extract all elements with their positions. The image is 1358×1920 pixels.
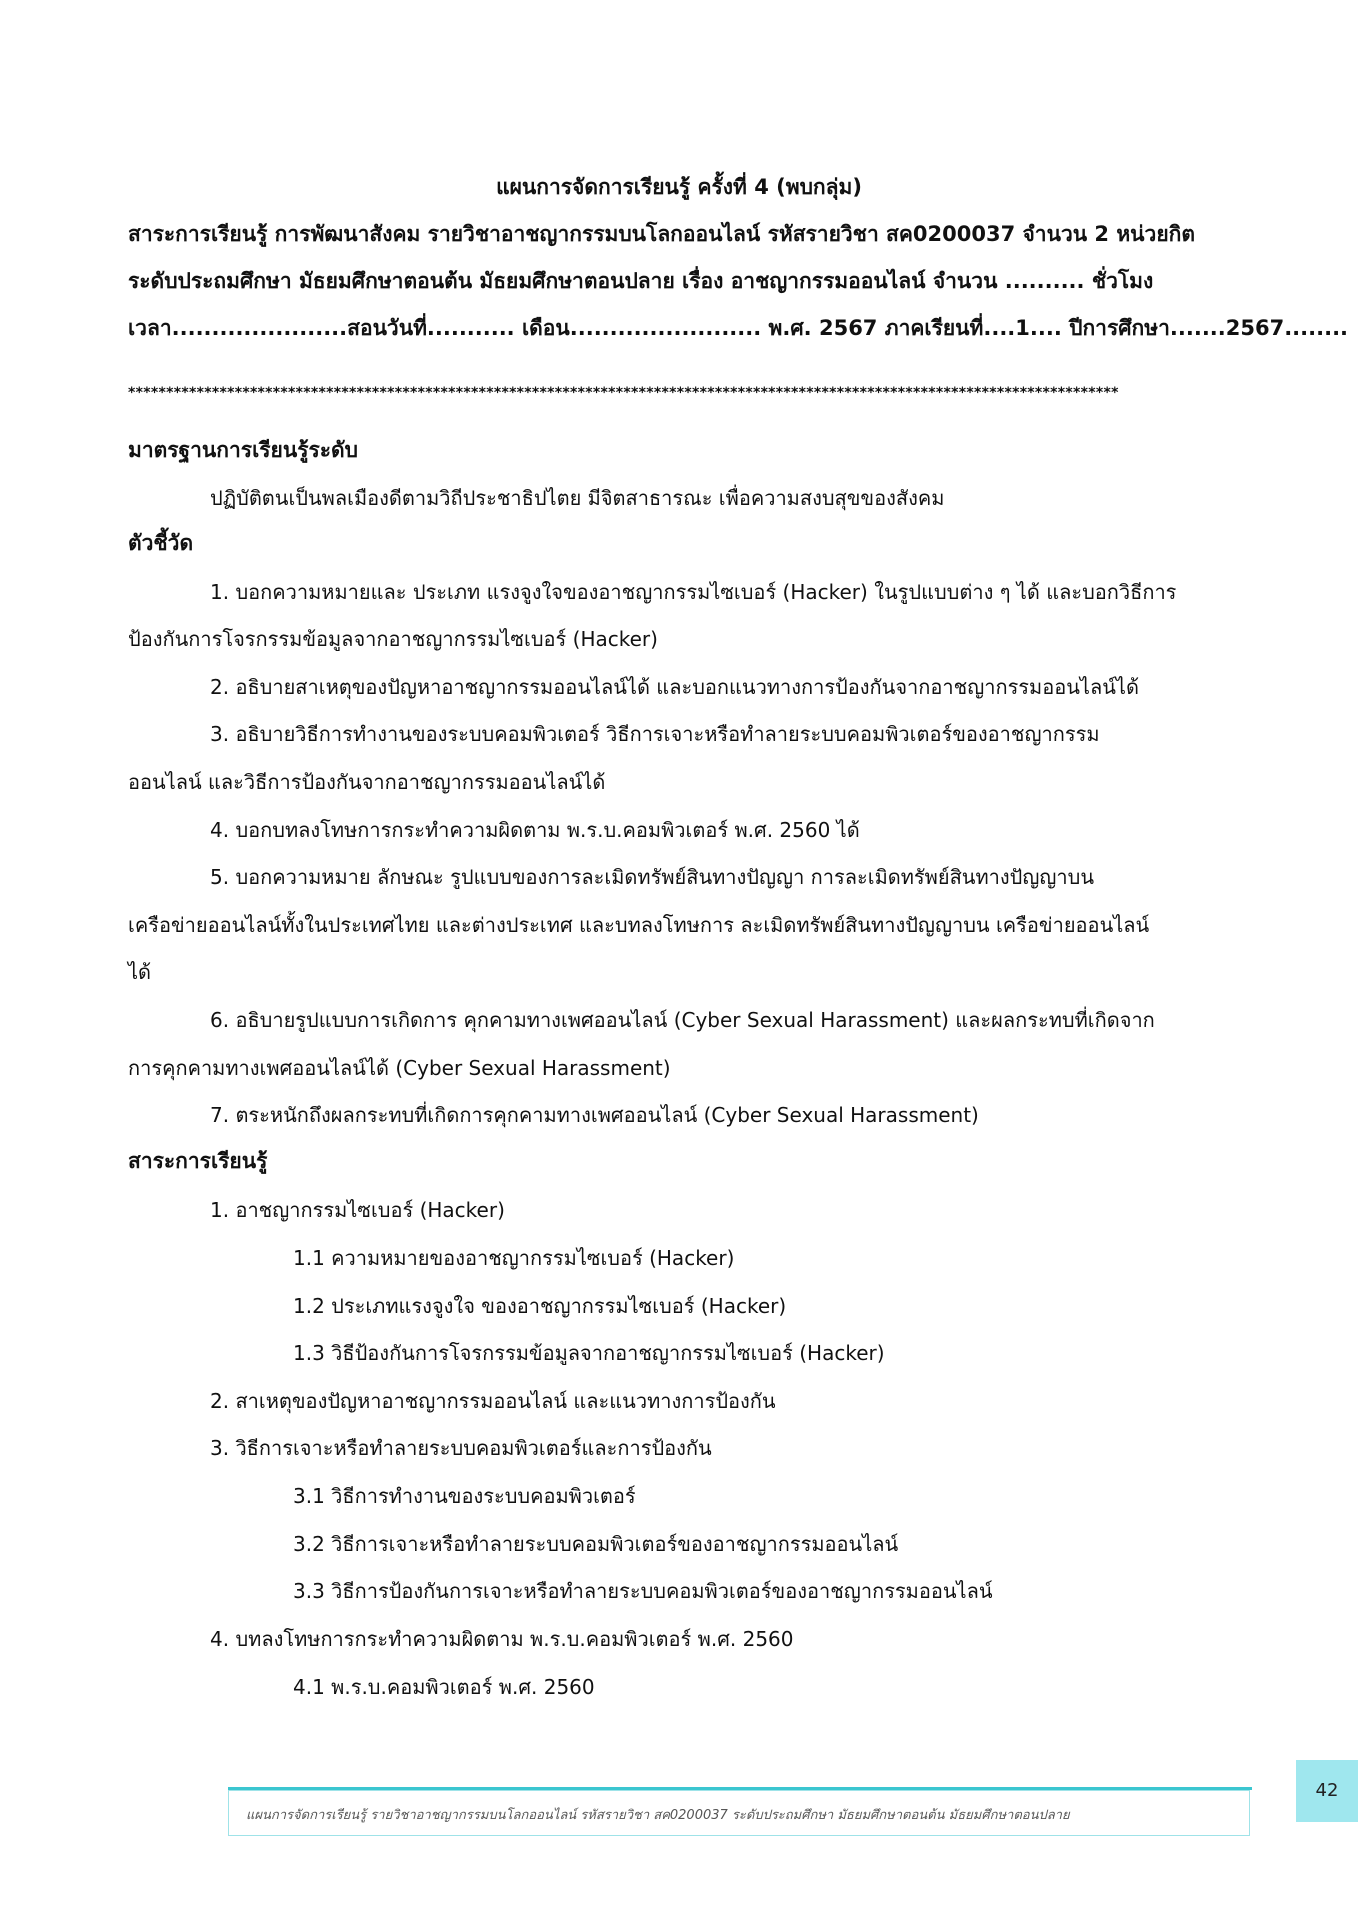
content-item: 1. อาชญากรรมไซเบอร์ (Hacker) — [210, 1198, 505, 1222]
content-subitem: 1.2 ประเภทแรงจูงใจ ของอาชญากรรมไซเบอร์ (Hacker) — [293, 1294, 787, 1318]
indicator-line: 7. ตระหนักถึงผลกระทบที่เกิดการคุกคามทางเพศออนไลน์ (Cyber Sexual Harassment) — [210, 1103, 979, 1127]
indicator-line: 4. บอกบทลงโทษการกระทำความผิดตาม พ.ร.บ.คอมพิวเตอร์ พ.ศ. 2560 ได้ — [210, 818, 860, 842]
footer-text: แผนการจัดการเรียนรู้ รายวิชาอาชญากรรมบนโลกออนไลน์ รหัสรายวิชา สค0200037 ระดับประถมศึกษา มัธยมศึกษาตอนต้น มัธยมศึกษาตอนปลาย — [246, 1808, 1070, 1823]
indicator-line: 2. อธิบายสาเหตุของปัญหาอาชญากรรมออนไลน์ได้ และบอกแนวทางการป้องกันจากอาชญากรรมออนไลน์ได้ — [210, 675, 1139, 699]
page-number: 42 — [1296, 1760, 1358, 1822]
indicator-line: ได้ — [128, 960, 152, 984]
content-subitem: 3.1 วิธีการทำงานของระบบคอมพิวเตอร์ — [293, 1484, 636, 1508]
standard-text: ปฏิบัติตนเป็นพลเมืองดีตามวิถีประชาธิปไตย มีจิตสาธารณะ เพื่อความสงบสุขของสังคม — [210, 486, 945, 510]
indicator-line: ป้องกันการโจรกรรมข้อมูลจากอาชญากรรมไซเบอร์ (Hacker) — [128, 627, 658, 651]
indicator-line: ออนไลน์ และวิธีการป้องกันจากอาชญากรรมออนไลน์ได้ — [128, 770, 606, 794]
separator-line: ********************************************************************************************************************************** — [128, 385, 1119, 401]
indicators-heading: ตัวชี้วัด — [128, 531, 194, 555]
content-item: 2. สาเหตุของปัญหาอาชญากรรมออนไลน์ และแนวทางการป้องกัน — [210, 1389, 776, 1413]
content-subitem: 1.1 ความหมายของอาชญากรรมไซเบอร์ (Hacker) — [293, 1246, 735, 1270]
content-subitem: 1.3 วิธีป้องกันการโจรกรรมข้อมูลจากอาชญากรรมไซเบอร์ (Hacker) — [293, 1341, 885, 1365]
content-item: 4. บทลงโทษการกระทำความผิดตาม พ.ร.บ.คอมพิวเตอร์ พ.ศ. 2560 — [210, 1627, 794, 1651]
indicator-line: เครือข่ายออนไลน์ทั้งในประเทศไทย และต่างประเทศ และบทลงโทษการ ละเมิดทรัพย์สินทางปัญญาบน เครือข่ายออนไลน์ — [128, 913, 1150, 937]
indicator-line: 3. อธิบายวิธีการทำงานของระบบคอมพิวเตอร์ วิธีการเจาะหรือทำลายระบบคอมพิวเตอร์ของอาชญากรรม — [210, 722, 1100, 746]
content-heading: สาระการเรียนรู้ — [128, 1149, 268, 1173]
indicator-line: 5. บอกความหมาย ลักษณะ รูปแบบของการละเมิดทรัพย์สินทางปัญญา การละเมิดทรัพย์สินทางปัญญาบน — [210, 865, 1095, 889]
header-line-schedule: เวลา......................สอนวันที่........... เดือน........................ พ.ศ. 2567 ภาคเรียนที่....1.... ปีการศึกษา.......2567........ — [128, 316, 1349, 340]
content-item: 3. วิธีการเจาะหรือทำลายระบบคอมพิวเตอร์และการป้องกัน — [210, 1436, 712, 1460]
content-subitem: 3.3 วิธีการป้องกันการเจาะหรือทำลายระบบคอมพิวเตอร์ของอาชญากรรมออนไลน์ — [293, 1579, 993, 1603]
header-line-subject: สาระการเรียนรู้ การพัฒนาสังคม รายวิชาอาชญากรรมบนโลกออนไลน์ รหัสรายวิชา สค0200037 จำนวน 2 หน่วยกิต — [128, 222, 1195, 246]
content-subitem: 3.2 วิธีการเจาะหรือทำลายระบบคอมพิวเตอร์ของอาชญากรรมออนไลน์ — [293, 1532, 899, 1556]
indicator-line: 1. บอกความหมายและ ประเภท แรงจูงใจของอาชญากรรมไซเบอร์ (Hacker) ในรูปแบบต่าง ๆ ได้ และบอกวิธีการ — [210, 580, 1177, 604]
indicator-line: 6. อธิบายรูปแบบการเกิดการ คุกคามทางเพศออนไลน์ (Cyber Sexual Harassment) และผลกระทบที่เกิดจาก — [210, 1008, 1155, 1032]
header-line-level: ระดับประถมศึกษา มัธยมศึกษาตอนต้น มัธยมศึกษาตอนปลาย เรื่อง อาชญากรรมออนไลน์ จำนวน .......... ชั่วโมง — [128, 269, 1154, 293]
indicator-line: การคุกคามทางเพศออนไลน์ได้ (Cyber Sexual Harassment) — [128, 1056, 671, 1080]
content-subitem: 4.1 พ.ร.บ.คอมพิวเตอร์ พ.ศ. 2560 — [293, 1675, 595, 1699]
page-title: แผนการจัดการเรียนรู้ ครั้งที่ 4 (พบกลุ่ม) — [496, 175, 862, 199]
standard-heading: มาตรฐานการเรียนรู้ระดับ — [128, 438, 358, 462]
